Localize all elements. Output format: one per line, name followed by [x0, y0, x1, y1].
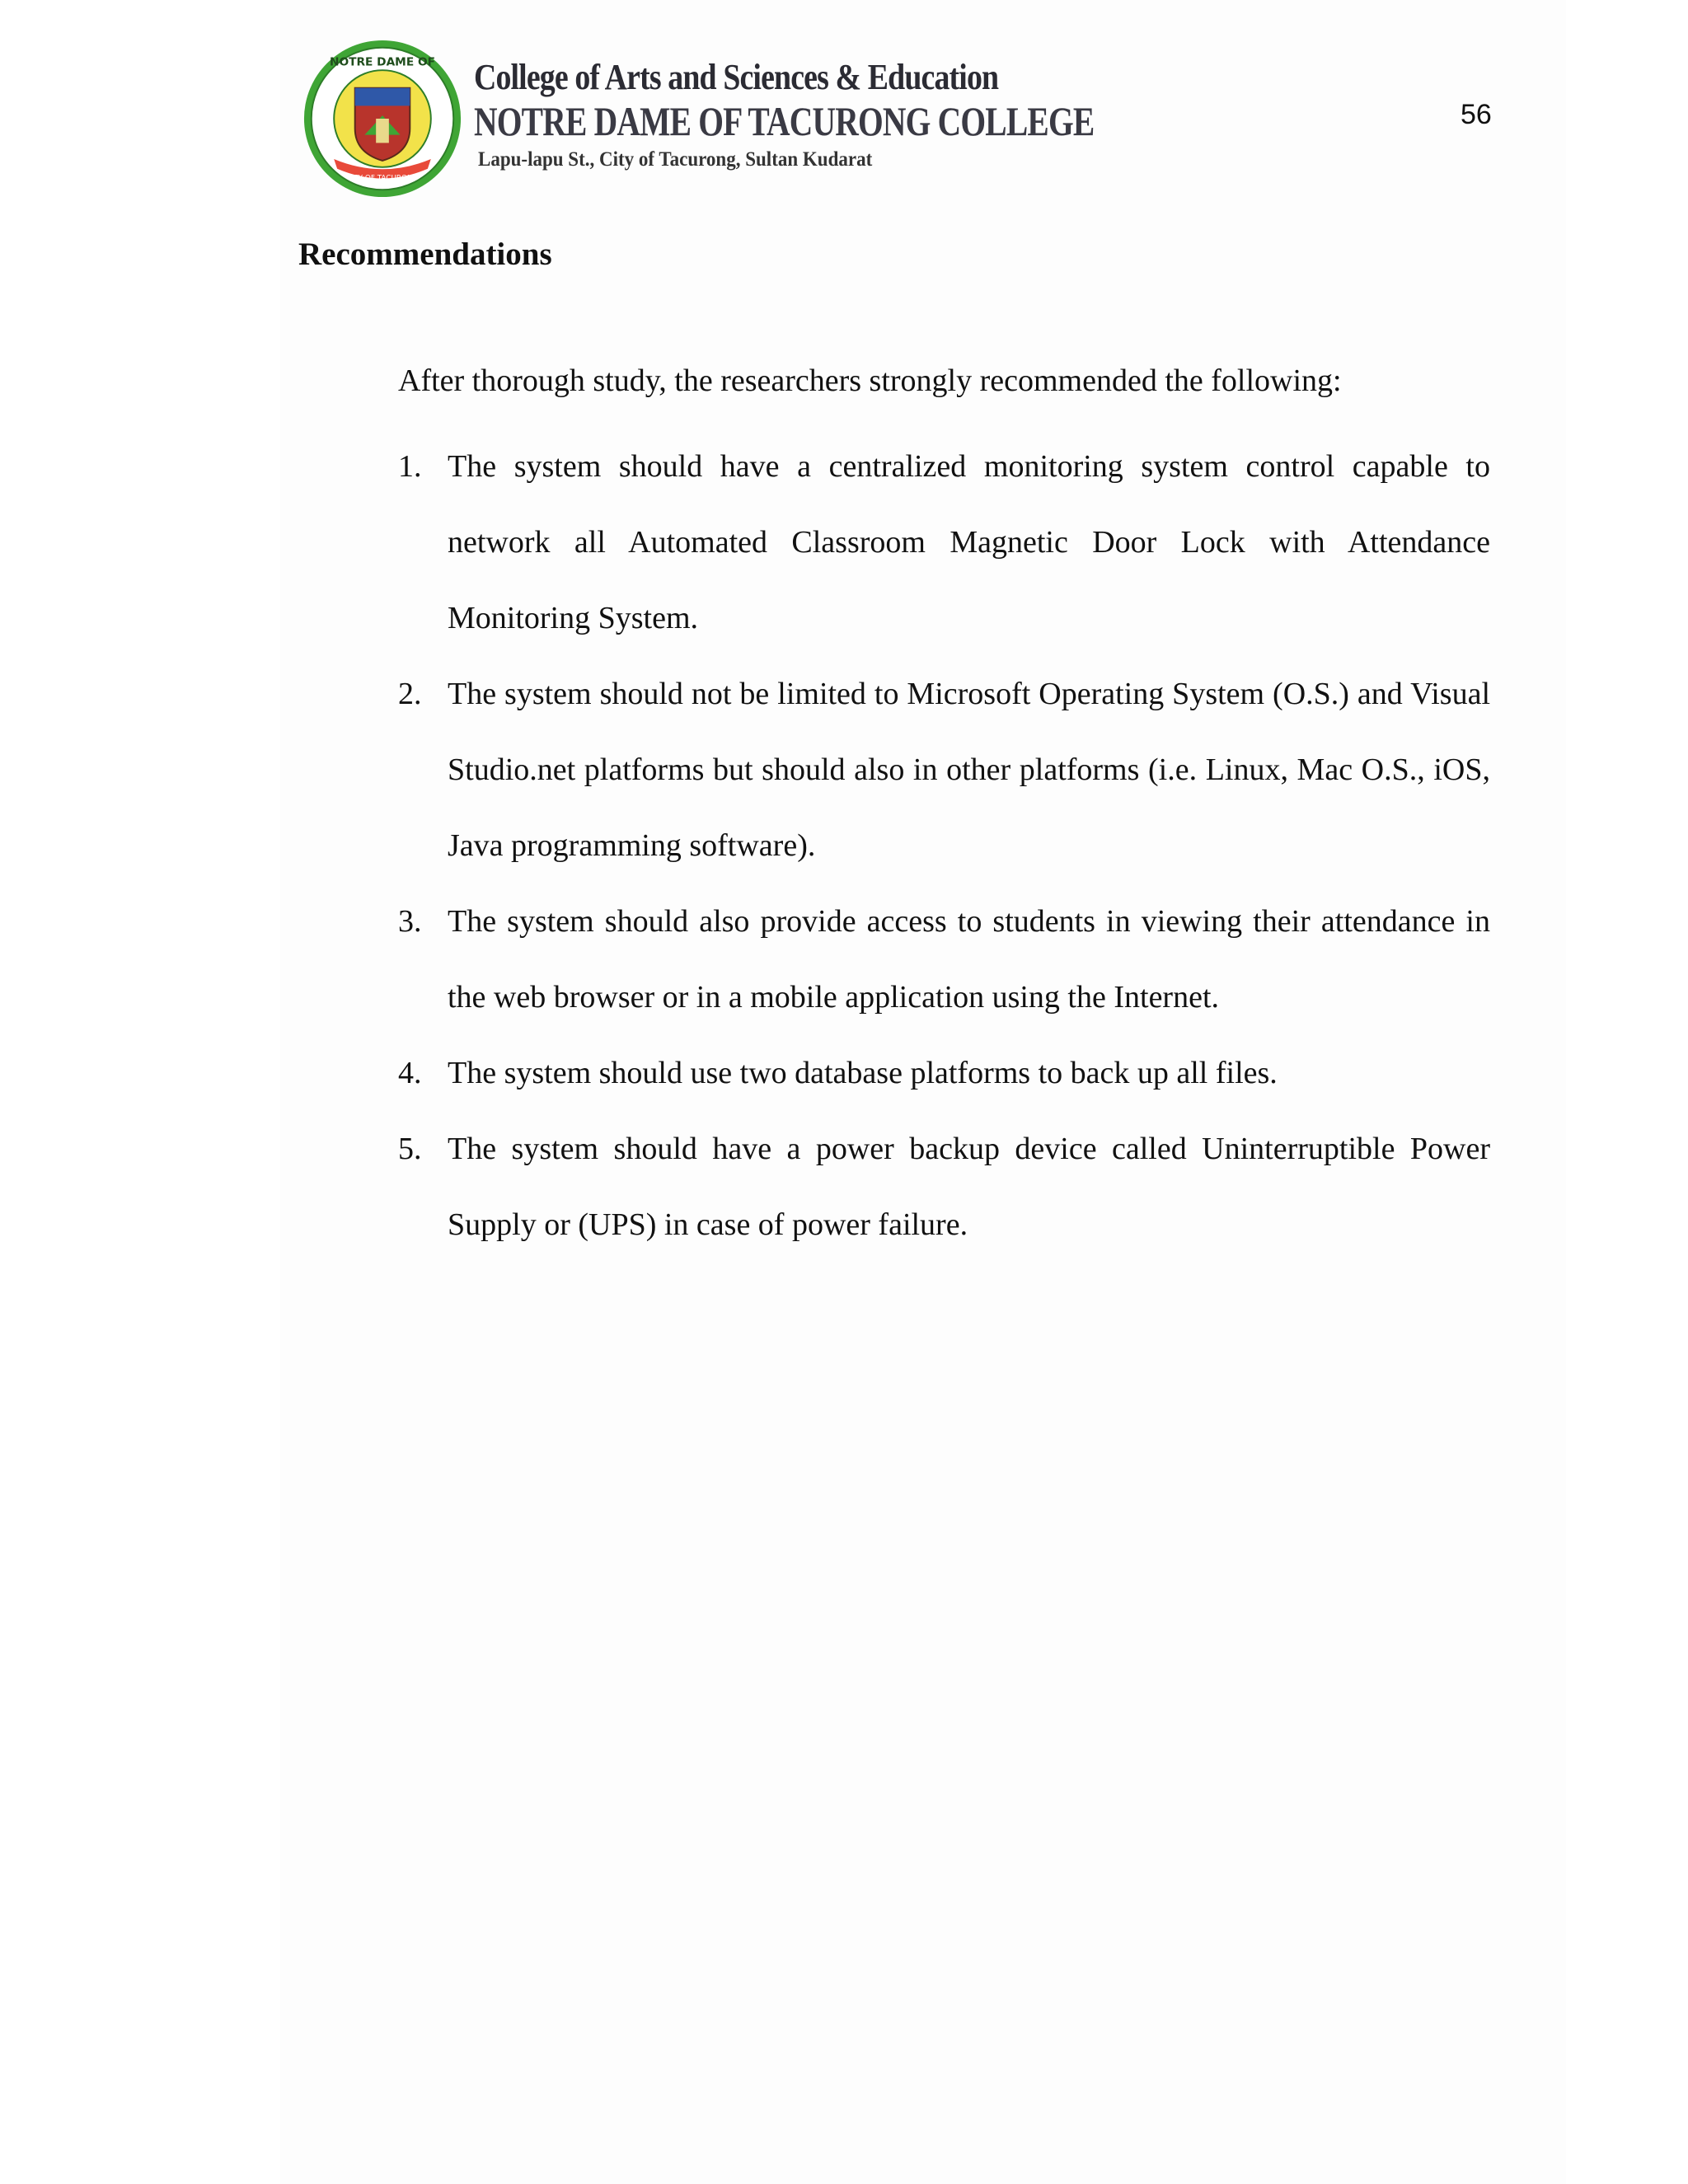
college-seal-logo: [302, 38, 463, 199]
item-number: 2.: [398, 677, 422, 711]
item-number: 3.: [398, 904, 422, 939]
section-title: Recommendations: [298, 237, 552, 272]
recommendation-item: [398, 429, 1490, 656]
recommendation-item: [398, 656, 1490, 883]
school-address: Lapu-lapu St., City of Tacurong, Sultan Kudarat: [478, 148, 873, 171]
page-number: 56: [1461, 99, 1492, 130]
item-text: The system should use two database platforms to back up all files.: [448, 1056, 1278, 1090]
svg-text:CITY OF TACURONG: CITY OF TACURONG: [346, 174, 419, 183]
item-text: The system should have a power backup device called Uninterruptible Power Supply or (UPS) in case of power failure.: [448, 1132, 1490, 1242]
item-number: 4.: [398, 1056, 422, 1090]
letterhead: [297, 33, 1095, 206]
item-text: The system should have a centralized monitoring system control capable to network all Automated Classroom Magnetic Door Lock with Attendance Monitoring System.: [448, 449, 1490, 635]
item-number: 1.: [398, 449, 422, 484]
school-name: NOTRE DAME OF TACURONG COLLEGE: [474, 98, 1095, 144]
recommendation-item: [398, 883, 1490, 1035]
intro-paragraph: After thorough study, the researchers strongly recommended the following:: [398, 363, 1342, 398]
svg-text:NOTRE DAME OF: NOTRE DAME OF: [329, 55, 436, 69]
recommendations-list: [398, 429, 1490, 1263]
item-text: The system should also provide access to students in viewing their attendance in the web browser or in a mobile application using the Internet.: [448, 904, 1490, 1015]
item-number: 5.: [398, 1132, 422, 1166]
college-name: College of Arts and Sciences & Education: [474, 57, 999, 97]
recommendation-item: [398, 1111, 1490, 1263]
item-text: The system should not be limited to Microsoft Operating System (O.S.) and Visual Studio.net platforms but should also in other platforms (i.e. Linux, Mac O.S., iOS, Java programming software).: [448, 677, 1490, 863]
recommendation-item: [398, 1035, 1490, 1111]
